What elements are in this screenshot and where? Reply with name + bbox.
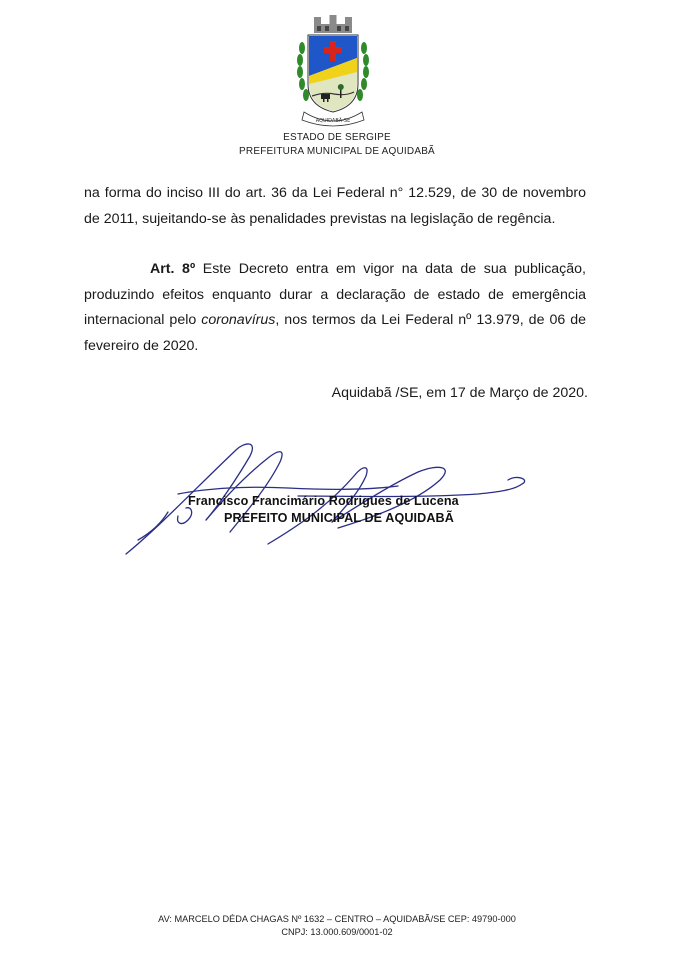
signer-title: PREFEITO MUNICIPAL DE AQUIDABÃ xyxy=(224,511,454,525)
article-8-paragraph xyxy=(84,257,586,359)
article-text-part1: Este Decreto entra em vigor na data de sua publicação, produzindo efeitos enquanto durar a declaração de estado de emergência internacional pelo xyxy=(84,261,586,328)
footer-cnpj: CNPJ: 13.000.609/0001-02 xyxy=(281,927,393,937)
paragraph-continuation: na forma do inciso III do art. 36 da Lei Federal n° 12.529, de 30 de novembro de 2011, sujeitando-se às penalidades previstas na legislação de regência. xyxy=(84,185,586,227)
header-city-hall-name: PREFEITURA MUNICIPAL DE AQUIDABÃ xyxy=(239,146,435,157)
article-italic-term: coronavírus xyxy=(201,312,276,328)
shield-icon xyxy=(308,35,358,112)
article-text-part2: , nos termos da Lei Federal nº 13.979, de 06 de fevereiro de 2020. xyxy=(84,312,586,354)
footer-address: AV: MARCELO DÉDA CHAGAS Nº 1632 – CENTRO – AQUIDABÃ/SE CEP: 49790-000 xyxy=(158,914,516,924)
header-state-name: ESTADO DE SERGIPE xyxy=(283,132,391,143)
article-label: Art. 8º xyxy=(150,261,196,277)
ribbon-icon xyxy=(302,112,364,126)
svg-text:AQUIDABÃ-SE: AQUIDABÃ-SE xyxy=(315,118,351,124)
crown-icon xyxy=(314,15,352,33)
signer-name: Francisco Francimário Rodrigues de Lucena xyxy=(188,494,459,508)
place-date-closing: Aquidabã /SE, em 17 de Março de 2020. xyxy=(331,385,588,401)
coat-of-arms-icon xyxy=(294,14,372,130)
